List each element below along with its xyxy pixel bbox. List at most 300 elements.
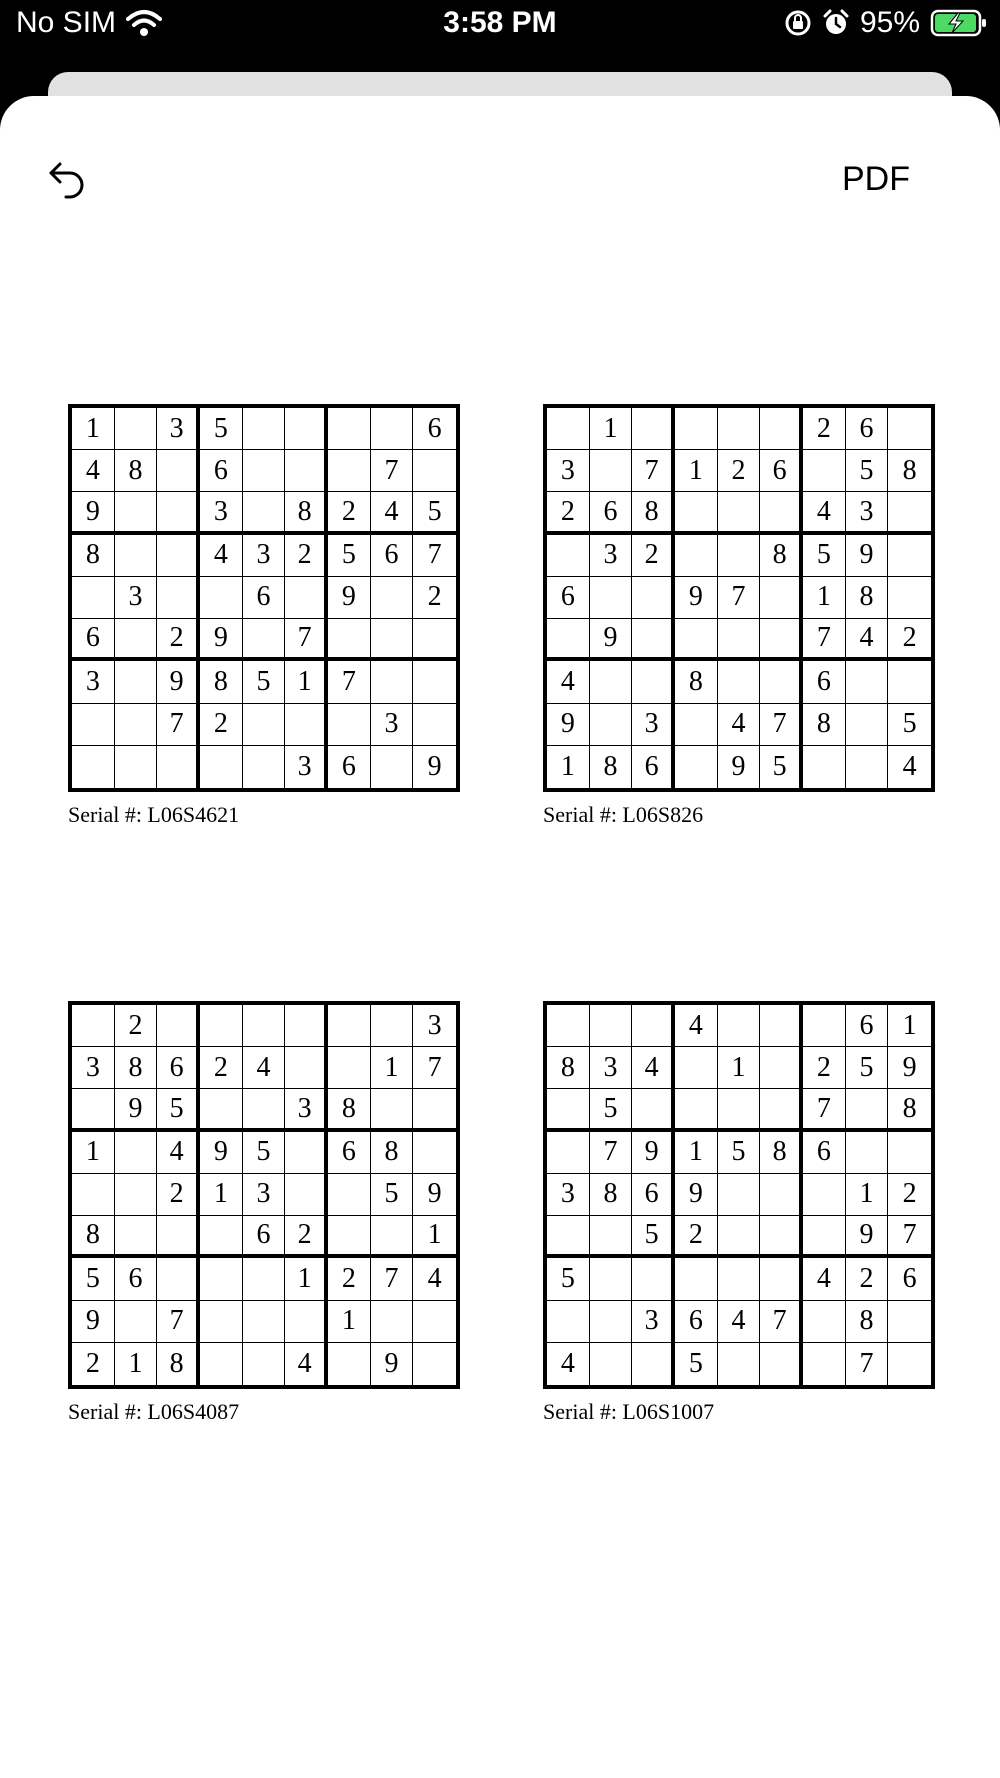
sudoku-cell (888, 408, 931, 450)
sudoku-cell (285, 1005, 328, 1047)
sudoku-cell (243, 619, 286, 661)
sudoku-cell (328, 1174, 371, 1216)
sudoku-cell: 7 (632, 450, 675, 492)
sudoku-cell (675, 535, 718, 577)
sudoku-cell (590, 1005, 633, 1047)
sudoku-cell (547, 1005, 590, 1047)
sudoku-cell: 6 (803, 1132, 846, 1174)
sudoku-cell: 5 (157, 1089, 200, 1131)
sudoku-cell (413, 450, 456, 492)
sudoku-cell: 5 (328, 535, 371, 577)
sudoku-cell (718, 1174, 761, 1216)
sudoku-cell (547, 619, 590, 661)
sudoku-cell (328, 1005, 371, 1047)
sudoku-cell (243, 1301, 286, 1343)
sudoku-cell (115, 619, 158, 661)
sudoku-cell (200, 746, 243, 788)
sudoku-cell (328, 408, 371, 450)
serial-number: Serial #: L06S1007 (543, 1399, 715, 1424)
puzzle-sheet (0, 96, 1000, 1778)
sudoku-cell (115, 661, 158, 703)
sudoku-cell: 5 (590, 1089, 633, 1131)
battery-charging-icon (930, 8, 988, 38)
sudoku-cell (888, 661, 931, 703)
sudoku-cell: 3 (200, 492, 243, 534)
sudoku-cell (115, 1174, 158, 1216)
sudoku-cell: 6 (115, 1258, 158, 1300)
sudoku-cell (413, 619, 456, 661)
sudoku-cell (718, 1216, 761, 1258)
sudoku-cell: 6 (328, 746, 371, 788)
sudoku-cell: 4 (157, 1132, 200, 1174)
sudoku-cell (760, 577, 803, 619)
sudoku-cell (243, 704, 286, 746)
sudoku-cell: 1 (413, 1216, 456, 1258)
sudoku-cell: 6 (888, 1258, 931, 1300)
sudoku-cell: 8 (72, 1216, 115, 1258)
sudoku-cell: 7 (157, 1301, 200, 1343)
sudoku-cell (760, 1343, 803, 1385)
sudoku-cell: 5 (888, 704, 931, 746)
sudoku-cell: 9 (675, 1174, 718, 1216)
sudoku-cell: 3 (413, 1005, 456, 1047)
sudoku-cell: 3 (243, 535, 286, 577)
sudoku-puzzle-1 (68, 404, 460, 828)
sudoku-cell (200, 1258, 243, 1300)
sudoku-cell: 5 (846, 1047, 889, 1089)
sudoku-cell (115, 1216, 158, 1258)
sudoku-cell: 7 (590, 1132, 633, 1174)
sudoku-cell (888, 1301, 931, 1343)
status-bar (0, 0, 1000, 72)
sudoku-cell: 3 (285, 1089, 328, 1131)
sudoku-cell: 8 (590, 746, 633, 788)
sudoku-cell: 3 (115, 577, 158, 619)
sudoku-cell: 6 (632, 746, 675, 788)
sudoku-cell (547, 1132, 590, 1174)
sudoku-cell (760, 661, 803, 703)
sudoku-cell: 4 (547, 661, 590, 703)
sudoku-cell (590, 661, 633, 703)
sudoku-cell (200, 1216, 243, 1258)
sudoku-cell: 9 (547, 704, 590, 746)
sudoku-cell (200, 577, 243, 619)
sudoku-cell (243, 492, 286, 534)
sudoku-cell: 1 (675, 1132, 718, 1174)
sudoku-cell: 8 (846, 577, 889, 619)
sudoku-cell: 4 (902, 750, 917, 782)
sudoku-cell (718, 492, 761, 534)
sudoku-cell (803, 1174, 846, 1216)
sudoku-cell (285, 577, 328, 619)
sudoku-cell: 6 (243, 577, 286, 619)
sudoku-cell (632, 619, 675, 661)
sudoku-cell (371, 1005, 414, 1047)
pdf-button[interactable]: PDF (842, 160, 910, 198)
sudoku-cell: 8 (371, 1132, 414, 1174)
sudoku-cell: 1 (371, 1047, 414, 1089)
sudoku-cell (285, 1174, 328, 1216)
sudoku-cell: 8 (760, 1132, 803, 1174)
sudoku-cell (590, 450, 633, 492)
sudoku-cell (328, 619, 371, 661)
sudoku-cell (718, 1005, 761, 1047)
sudoku-cell (157, 577, 200, 619)
sudoku-cell: 2 (200, 704, 243, 746)
sudoku-cell: 9 (157, 661, 200, 703)
sudoku-cell: 9 (888, 1047, 931, 1089)
sudoku-cell: 7 (718, 577, 761, 619)
sudoku-cell: 1 (72, 408, 115, 450)
sudoku-cell (590, 1258, 633, 1300)
sudoku-cell: 1 (285, 661, 328, 703)
sudoku-cell: 4 (285, 1343, 328, 1385)
sudoku-cell (157, 1005, 200, 1047)
sudoku-cell: 1 (888, 1005, 931, 1047)
alarm-icon (822, 9, 850, 37)
sudoku-cell (243, 1089, 286, 1131)
sudoku-cell: 4 (547, 1343, 590, 1385)
sudoku-cell: 9 (72, 492, 115, 534)
sudoku-cell (328, 1343, 371, 1385)
sudoku-cell (115, 1132, 158, 1174)
sudoku-cell (888, 492, 931, 534)
sudoku-cell: 2 (888, 1174, 931, 1216)
sudoku-cell (718, 661, 761, 703)
sudoku-cell: 5 (675, 1343, 718, 1385)
sudoku-cell: 6 (371, 535, 414, 577)
sudoku-cell (72, 746, 115, 788)
sudoku-cell: 8 (760, 535, 803, 577)
sudoku-cell: 7 (371, 450, 414, 492)
sudoku-cell: 1 (547, 746, 590, 788)
sudoku-cell (675, 1258, 718, 1300)
sudoku-cell: 9 (427, 750, 442, 782)
serial-number: Serial #: L06S826 (543, 802, 704, 827)
sudoku-cell (72, 704, 115, 746)
sudoku-cell: 6 (200, 450, 243, 492)
sudoku-cell: 3 (72, 661, 115, 703)
sudoku-cell (675, 619, 718, 661)
sudoku-cell: 2 (157, 619, 200, 661)
sudoku-cell (243, 1258, 286, 1300)
sudoku-cell: 6 (72, 619, 115, 661)
sudoku-cell: 6 (675, 1301, 718, 1343)
sudoku-cell: 3 (632, 1301, 675, 1343)
sudoku-cell (547, 1301, 590, 1343)
sudoku-cell (285, 408, 328, 450)
sudoku-cell (760, 1174, 803, 1216)
sudoku-cell: 8 (115, 450, 158, 492)
sudoku-puzzle-4 (543, 1001, 935, 1425)
sudoku-cell: 5 (632, 1216, 675, 1258)
sudoku-cell (547, 408, 590, 450)
sudoku-cell: 2 (675, 1216, 718, 1258)
sudoku-cell: 6 (590, 492, 633, 534)
sudoku-cell: 9 (632, 1132, 675, 1174)
sudoku-cell (888, 1343, 931, 1385)
sudoku-cell (115, 1301, 158, 1343)
sudoku-cell: 9 (328, 577, 371, 619)
sudoku-cell: 8 (200, 661, 243, 703)
status-right (784, 6, 988, 40)
sudoku-cell: 4 (803, 492, 846, 534)
sudoku-cell: 5 (200, 408, 243, 450)
sudoku-cell: 4 (718, 704, 761, 746)
sudoku-cell: 5 (243, 1132, 286, 1174)
sudoku-cell: 2 (547, 492, 590, 534)
sudoku-cell: 5 (413, 492, 456, 534)
sudoku-cell (718, 1343, 761, 1385)
sudoku-cell: 8 (888, 450, 931, 492)
sudoku-cell: 7 (760, 1301, 803, 1343)
sudoku-cell: 2 (200, 1047, 243, 1089)
sudoku-cell: 2 (803, 408, 846, 450)
sudoku-cell: 8 (888, 1089, 931, 1131)
sudoku-cell (371, 408, 414, 450)
sudoku-cell: 7 (888, 1216, 931, 1258)
sudoku-cell: 3 (846, 492, 889, 534)
sudoku-cell: 2 (285, 1216, 328, 1258)
sudoku-cell: 3 (285, 746, 328, 788)
sudoku-cell (846, 661, 889, 703)
sudoku-cell (632, 1005, 675, 1047)
sudoku-cell (803, 746, 846, 788)
sudoku-puzzle-2 (543, 404, 935, 828)
sudoku-cell: 9 (413, 1174, 456, 1216)
sudoku-cell: 9 (846, 535, 889, 577)
sudoku-cell: 4 (675, 1005, 718, 1047)
sudoku-cell: 2 (632, 535, 675, 577)
sudoku-cell: 7 (413, 535, 456, 577)
sudoku-cell (157, 1258, 200, 1300)
sudoku-cell: 8 (115, 1047, 158, 1089)
sudoku-grid (68, 404, 460, 792)
sudoku-cell: 3 (632, 704, 675, 746)
sudoku-cell: 5 (72, 1258, 115, 1300)
sudoku-cell (371, 619, 414, 661)
sudoku-cell (243, 1343, 286, 1385)
sudoku-cell: 2 (328, 492, 371, 534)
sudoku-cell: 4 (371, 492, 414, 534)
sudoku-cell (846, 1089, 889, 1131)
sudoku-cell: 7 (803, 1089, 846, 1131)
rotation-lock-icon (784, 9, 812, 37)
sudoku-cell: 2 (328, 1258, 371, 1300)
status-time: 3:58 PM (443, 6, 557, 39)
sudoku-cell: 8 (590, 1174, 633, 1216)
sudoku-cell: 7 (413, 1047, 456, 1089)
sudoku-cell: 5 (760, 746, 803, 788)
back-button[interactable] (46, 158, 90, 202)
sudoku-cell: 1 (675, 450, 718, 492)
sudoku-cell: 9 (846, 1216, 889, 1258)
sudoku-cell: 2 (72, 1343, 115, 1385)
sudoku-cell: 7 (285, 619, 328, 661)
sudoku-cell (632, 577, 675, 619)
sudoku-cell (888, 535, 931, 577)
sudoku-cell: 8 (846, 1301, 889, 1343)
sudoku-cell: 6 (413, 408, 456, 450)
sudoku-cell (243, 746, 286, 788)
sudoku-cell: 3 (72, 1047, 115, 1089)
sudoku-cell: 8 (632, 492, 675, 534)
sudoku-cell (413, 1089, 456, 1131)
sudoku-cell (371, 1301, 414, 1343)
sudoku-cell (760, 1047, 803, 1089)
sudoku-cell: 8 (285, 492, 328, 534)
sudoku-cell (413, 1132, 456, 1174)
sudoku-cell (760, 619, 803, 661)
sudoku-cell: 7 (371, 1258, 414, 1300)
sudoku-cell (157, 492, 200, 534)
sudoku-cell (760, 492, 803, 534)
sudoku-cell (803, 1005, 846, 1047)
sudoku-cell (803, 1301, 846, 1343)
sudoku-cell: 6 (846, 408, 889, 450)
sudoku-cell (675, 1089, 718, 1131)
sudoku-cell: 9 (200, 619, 243, 661)
sudoku-grid (543, 1001, 935, 1389)
sudoku-cell: 1 (200, 1174, 243, 1216)
sudoku-cell (157, 535, 200, 577)
sudoku-cell: 3 (243, 1174, 286, 1216)
sudoku-cell (547, 1089, 590, 1131)
sudoku-cell (371, 1089, 414, 1131)
sudoku-cell (285, 450, 328, 492)
sudoku-cell: 3 (157, 408, 200, 450)
sudoku-cell: 4 (72, 450, 115, 492)
serial-number: Serial #: L06S4087 (68, 1399, 240, 1424)
sudoku-cell: 7 (328, 661, 371, 703)
sudoku-cell: 1 (803, 577, 846, 619)
serial-number: Serial #: L06S4621 (68, 802, 240, 827)
sudoku-cell (200, 1343, 243, 1385)
sudoku-cell: 5 (371, 1174, 414, 1216)
sudoku-cell (328, 704, 371, 746)
sudoku-cell: 8 (328, 1089, 371, 1131)
sudoku-cell (285, 1132, 328, 1174)
sudoku-cell (200, 1005, 243, 1047)
sudoku-cell (200, 1301, 243, 1343)
sudoku-cell (157, 450, 200, 492)
sudoku-grid (68, 1001, 460, 1389)
sudoku-cell (328, 1216, 371, 1258)
sudoku-cell: 2 (157, 1174, 200, 1216)
sudoku-cell (803, 1343, 846, 1385)
sudoku-cell: 2 (718, 450, 761, 492)
sudoku-cell (243, 1005, 286, 1047)
sudoku-cell: 1 (285, 1258, 328, 1300)
sudoku-cell (413, 1343, 456, 1385)
sudoku-cell (846, 1132, 889, 1174)
sudoku-cell (285, 704, 328, 746)
sudoku-cell: 6 (547, 577, 590, 619)
sudoku-cell: 8 (547, 1047, 590, 1089)
sudoku-cell (72, 1089, 115, 1131)
sudoku-cell (718, 535, 761, 577)
undo-arrow-icon (46, 189, 90, 206)
sudoku-cell: 7 (157, 704, 200, 746)
sudoku-cell (413, 661, 456, 703)
sudoku-cell: 7 (803, 619, 846, 661)
sudoku-cell: 8 (157, 1343, 200, 1385)
sudoku-cell: 4 (243, 1047, 286, 1089)
sudoku-cell (632, 1258, 675, 1300)
sudoku-cell (371, 746, 414, 788)
sudoku-cell (760, 1005, 803, 1047)
sudoku-cell (888, 577, 931, 619)
sudoku-cell (371, 661, 414, 703)
sudoku-cell: 6 (632, 1174, 675, 1216)
sudoku-cell: 1 (115, 1343, 158, 1385)
sudoku-cell: 5 (718, 1132, 761, 1174)
sudoku-cell (72, 1174, 115, 1216)
sudoku-cell: 3 (590, 1047, 633, 1089)
sudoku-cell: 3 (547, 450, 590, 492)
sudoku-cell: 4 (413, 1258, 456, 1300)
sudoku-cell: 5 (846, 450, 889, 492)
sudoku-cell (632, 408, 675, 450)
sudoku-cell (590, 1301, 633, 1343)
sudoku-cell (760, 1089, 803, 1131)
sudoku-cell: 6 (846, 1005, 889, 1047)
sudoku-cell: 2 (413, 577, 456, 619)
sudoku-cell (846, 746, 889, 788)
sudoku-cell (803, 1216, 846, 1258)
sudoku-cell (285, 1047, 328, 1089)
sudoku-cell (803, 450, 846, 492)
sudoku-cell: 1 (590, 408, 633, 450)
sudoku-cell (675, 746, 718, 788)
sudoku-cell (243, 408, 286, 450)
sudoku-cell: 6 (328, 1132, 371, 1174)
sudoku-cell (590, 577, 633, 619)
sudoku-cell (632, 1343, 675, 1385)
sudoku-cell: 1 (72, 1132, 115, 1174)
sudoku-cell: 8 (72, 535, 115, 577)
sudoku-cell (675, 408, 718, 450)
sudoku-cell (200, 1089, 243, 1131)
sudoku-cell: 3 (371, 704, 414, 746)
sudoku-cell (371, 1216, 414, 1258)
sudoku-cell: 5 (547, 1258, 590, 1300)
sudoku-cell (590, 1343, 633, 1385)
sudoku-cell (285, 1301, 328, 1343)
sudoku-cell (115, 746, 158, 788)
sudoku-cell (72, 577, 115, 619)
sudoku-cell (115, 535, 158, 577)
sudoku-cell: 4 (200, 535, 243, 577)
sudoku-cell: 9 (371, 1343, 414, 1385)
sudoku-cell: 5 (803, 535, 846, 577)
sudoku-cell (328, 450, 371, 492)
sudoku-cell (547, 1216, 590, 1258)
sudoku-cell (718, 619, 761, 661)
sudoku-cell (115, 492, 158, 534)
sudoku-cell: 6 (243, 1216, 286, 1258)
sudoku-cell (72, 1005, 115, 1047)
sudoku-cell (371, 577, 414, 619)
sudoku-cell: 2 (803, 1047, 846, 1089)
sudoku-cell: 1 (718, 1047, 761, 1089)
sudoku-cell (590, 1216, 633, 1258)
sudoku-cell: 2 (888, 619, 931, 661)
sudoku-cell: 4 (846, 619, 889, 661)
sudoku-cell (675, 492, 718, 534)
sudoku-cell: 9 (200, 1132, 243, 1174)
sudoku-cell: 6 (157, 1047, 200, 1089)
